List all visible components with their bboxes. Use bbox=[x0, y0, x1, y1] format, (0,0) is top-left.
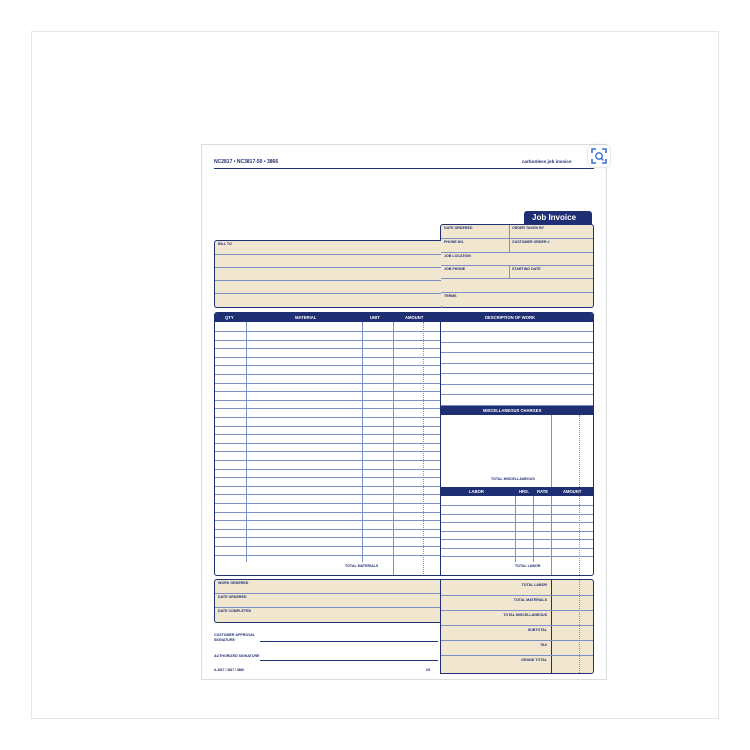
field-starting-date: STARTING DATE bbox=[512, 267, 541, 271]
header-rule bbox=[214, 168, 594, 169]
labor-row-line bbox=[441, 539, 593, 540]
work-ordered-label: WORK ORDERED bbox=[218, 581, 249, 585]
work-row-line bbox=[441, 373, 593, 374]
total-labor-label: TOTAL LABOR bbox=[515, 564, 541, 568]
total-materials-label: TOTAL MATERIALS bbox=[345, 564, 379, 568]
materials-row-line bbox=[215, 546, 440, 547]
materials-row-line bbox=[215, 426, 440, 427]
materials-row-line bbox=[215, 529, 440, 530]
materials-row-line bbox=[215, 374, 440, 375]
materials-row-line bbox=[215, 494, 440, 495]
authorized-signature-label: AUTHORIZED SIGNATURE bbox=[214, 654, 260, 658]
field-job-phone: JOB PHONE bbox=[444, 267, 466, 271]
work-row-line bbox=[441, 342, 593, 343]
footer-right: US bbox=[426, 668, 431, 672]
totals-row-line bbox=[441, 625, 593, 626]
field-job-location: JOB LOCATION bbox=[444, 254, 471, 258]
field-phone-no: PHONE NO. bbox=[444, 240, 465, 244]
materials-row-line bbox=[215, 340, 440, 341]
work-section bbox=[440, 312, 594, 576]
order-info-box bbox=[440, 224, 594, 308]
materials-row-line bbox=[215, 469, 440, 470]
materials-row-line bbox=[215, 512, 440, 513]
labor-row-line bbox=[441, 522, 593, 523]
materials-header-qty: QTY bbox=[225, 315, 234, 320]
customer-signature-line[interactable] bbox=[260, 641, 438, 642]
authorized-signature-line[interactable] bbox=[260, 660, 438, 661]
materials-row-line bbox=[215, 408, 440, 409]
totals-row-line bbox=[441, 655, 593, 656]
labor-header-amount: AMOUNT bbox=[563, 489, 582, 494]
materials-row-line bbox=[215, 486, 440, 487]
totals-row-line bbox=[441, 610, 593, 611]
materials-row-line bbox=[215, 555, 440, 556]
footer-code: A-2817 / 3817 / 3866 bbox=[214, 668, 244, 672]
misc-header: MISCELLANEOUS CHARGES bbox=[483, 408, 542, 413]
materials-row-line bbox=[215, 348, 440, 349]
total-misc-label: TOTAL MISCELLANEOUS bbox=[491, 477, 535, 481]
work-row-line bbox=[441, 363, 593, 364]
date-ordered-label: DATE ORDERED bbox=[218, 595, 247, 599]
work-row-line bbox=[441, 352, 593, 353]
materials-row-line bbox=[215, 400, 440, 401]
totals-tax: TAX bbox=[540, 643, 547, 647]
labor-header-labor: LABOR bbox=[469, 489, 484, 494]
labor-row-line bbox=[441, 531, 593, 532]
work-info-box bbox=[214, 579, 441, 623]
materials-row-line bbox=[215, 365, 440, 366]
labor-header-rate: RATE bbox=[537, 489, 549, 494]
brand-label: carbonless job invoice bbox=[522, 159, 572, 164]
materials-row-line bbox=[215, 417, 440, 418]
materials-row-line bbox=[215, 383, 440, 384]
labor-row-line bbox=[441, 548, 593, 549]
materials-header-material: MATERIAL bbox=[295, 315, 317, 320]
totals-row-line bbox=[441, 595, 593, 596]
bill-to-box bbox=[214, 240, 441, 308]
materials-row-line bbox=[215, 357, 440, 358]
materials-row-line bbox=[215, 434, 440, 435]
invoice-form-sheet bbox=[202, 145, 606, 679]
materials-row-line bbox=[215, 451, 440, 452]
materials-row-line bbox=[215, 391, 440, 392]
field-customer-order: CUSTOMER ORDER # bbox=[512, 240, 550, 244]
field-order-taken-by: ORDER TAKEN BY bbox=[512, 226, 545, 230]
materials-row-line bbox=[215, 537, 440, 538]
work-row-line bbox=[441, 384, 593, 385]
materials-row-line bbox=[215, 503, 440, 504]
form-code: NC2817 • NC3817-50 • 3866 bbox=[214, 159, 279, 165]
field-terms: TERMS bbox=[444, 294, 457, 298]
form-title: Job Invoice bbox=[532, 213, 577, 222]
labor-row-line bbox=[441, 514, 593, 515]
labor-row-line bbox=[441, 505, 593, 506]
labor-row-line bbox=[441, 556, 593, 557]
materials-row-line bbox=[215, 477, 440, 478]
materials-row-line bbox=[215, 460, 440, 461]
totals-misc: TOTAL MISCELLANEOUS bbox=[503, 613, 547, 617]
totals-grand-total: GRAND TOTAL bbox=[521, 658, 547, 662]
totals-labor: TOTAL LABOR bbox=[521, 583, 547, 587]
totals-box bbox=[440, 579, 594, 674]
materials-header-amount: AMOUNT bbox=[405, 315, 424, 320]
date-completed-label: DATE COMPLETED bbox=[218, 609, 252, 613]
totals-row-line bbox=[441, 640, 593, 641]
totals-subtotal: SUBTOTAL bbox=[527, 628, 547, 632]
materials-header-unit: UNIT bbox=[370, 315, 380, 320]
materials-row-line bbox=[215, 443, 440, 444]
totals-materials: TOTAL MATERIALS bbox=[513, 598, 547, 602]
bill-to-label: BILL TO bbox=[218, 242, 232, 246]
work-header: DESCRIPTION OF WORK bbox=[485, 315, 536, 320]
materials-row-line bbox=[215, 520, 440, 521]
scan-icon[interactable] bbox=[588, 145, 610, 167]
product-image-frame bbox=[32, 32, 718, 718]
work-row-line bbox=[441, 394, 593, 395]
materials-row-line bbox=[215, 331, 440, 332]
customer-signature-label: CUSTOMER APPROVAL SIGNATURE bbox=[214, 633, 255, 642]
labor-header-hrs: HRS. bbox=[519, 489, 530, 494]
field-date-ordered: DATE ORDERED bbox=[444, 226, 473, 230]
materials-table bbox=[214, 312, 441, 576]
work-row-line bbox=[441, 331, 593, 332]
